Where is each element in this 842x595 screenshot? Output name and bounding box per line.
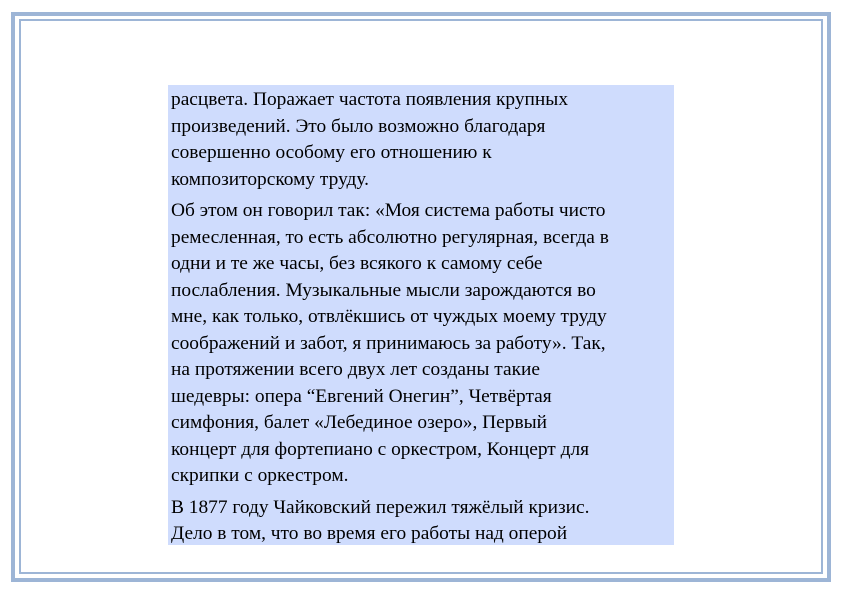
paragraph-2: Об этом он говорил так: «Моя система работы чисто ремесленная, то есть абсолютно регулярная, всегда в одни и те же часы, без всякого к самому себе послабления. Музыкальные мысли зарождаются во мне, как только, отвлёкшись от чуждых моему труду соображений и забот, я принимаюсь за работу». Так, на протяжении всего двух лет созданы такие шедевры: опера “Евгений Онегин”, Четвёртая симфония, балет «Лебединое озеро», Первый концерт для фортепиано с оркестром, Концерт для скрипки с оркестром. — [171, 200, 609, 486]
paragraph-1: расцвета. Поражает частота появления крупных произведений. Это было возможно благодаря совершенно особому его отношению к композиторскому труду. — [171, 89, 569, 190]
text-box — [168, 85, 674, 545]
paragraph-3: В 1877 году Чайковский пережил тяжёлый кризис. Дело в том, что во время его работы над оперой — [171, 496, 590, 544]
